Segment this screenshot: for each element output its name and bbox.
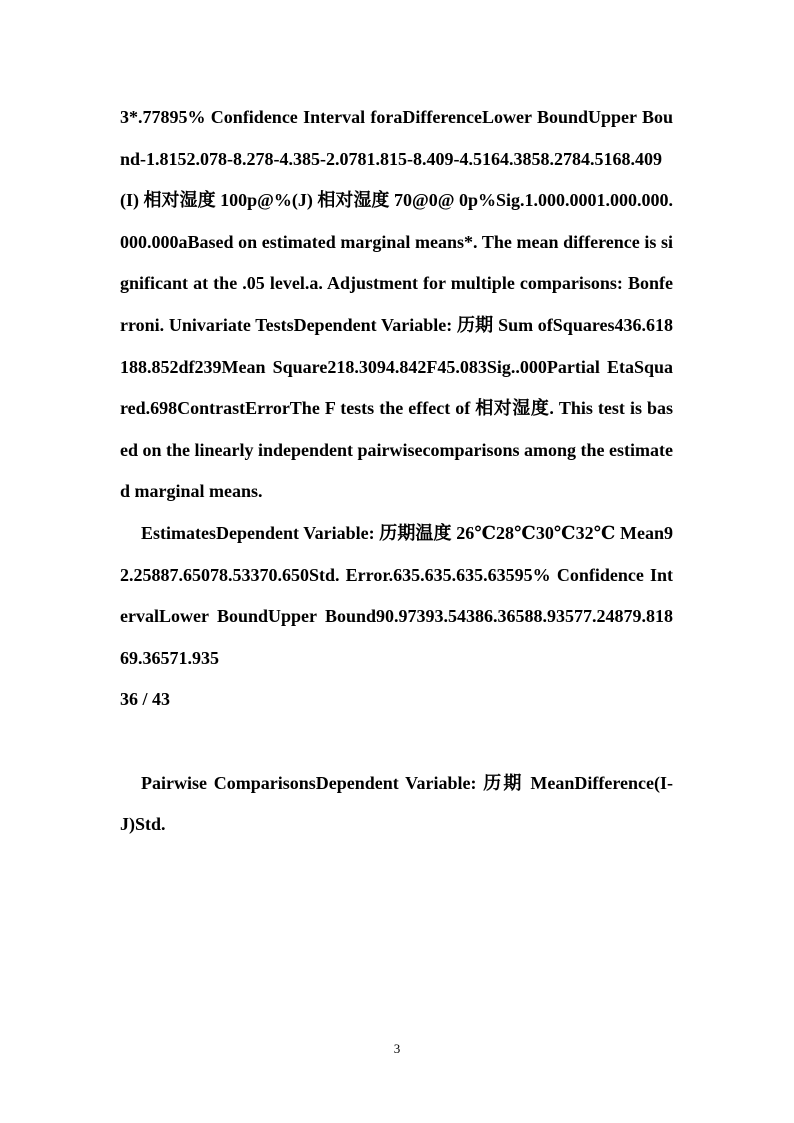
document-body [120,97,673,846]
page-number: 3 [393,1041,401,1056]
inline-page-counter: 36 / 43 [120,689,171,710]
paragraph-pairwise: Pairwise ComparisonsDependent Variable: 历期 MeanDifference(I-J)Std. [120,772,673,835]
paragraph-estimates: EstimatesDependent Variable: 历期温度 26℃28℃30℃32℃ Mean92.25887.65078.53370.650Std. Error.635.635.635.63595% Confidence IntervalLower BoundUpper Bound90.97393.54386.36588.93577.24879.81869.36571.935 [120,522,673,668]
paragraph-gap [120,721,673,763]
paragraph-results-1: 3*.77895% Confidence Interval foraDifferenceLower BoundUpper Bound-1.8152.078-8.278-4.385-2.0781.815-8.409-4.5164.3858.2784.5168.409(I) 相对湿度 100p@%(J) 相对湿度 70@0@ 0p%Sig.1.000.0001.000.000.000.000aBased on estimated marginal means*. The mean difference is significant at the .05 level.a. Adjustment for multiple comparisons: Bonferroni. Univariate TestsDependent Variable: 历期 Sum ofSquares436.618188.852df239Mean Square218.3094.842F45.083Sig..000Partial EtaSquared.698ContrastErrorThe F tests the effect of 相对湿度. This test is based on the linearly independent pairwisecomparisons among the estimated marginal means. [120,107,673,502]
